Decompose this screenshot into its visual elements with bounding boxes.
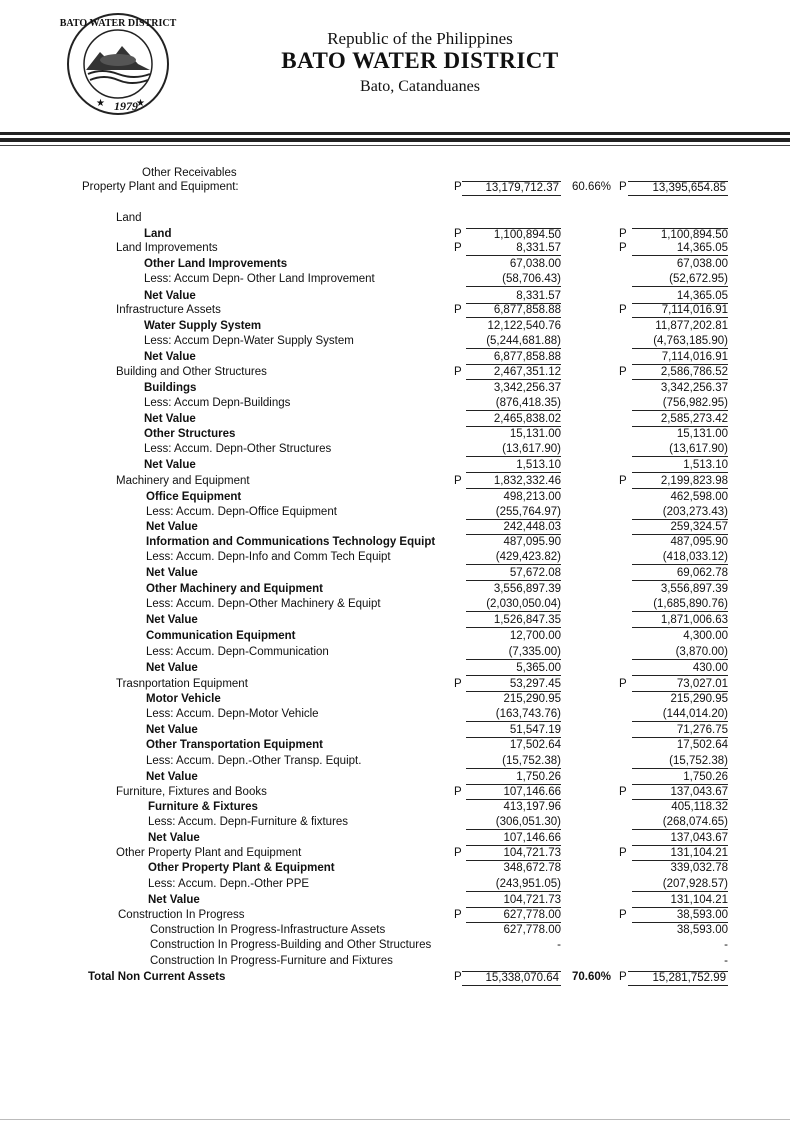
svg-text:★: ★ [136,98,145,109]
amount-prior: 1,100,894.50 [632,228,728,242]
amount-prior: 2,199,823.98 [632,475,728,489]
row-label: Property Plant and Equipment: [82,181,239,193]
peso-symbol: P [454,228,462,240]
amount-current: 15,131.00 [509,428,561,440]
peso-symbol: P [619,242,627,254]
row-label: Trasnportation Equipment [116,678,248,690]
amount-current: 413,197.96 [503,801,561,813]
amount-prior: 4,300.00 [683,630,728,642]
amount-current: 1,526,847.35 [466,614,561,628]
row-label: Land [144,228,172,240]
amount-current: (306,051.30) [466,816,561,830]
amount-current: 348,672.78 [503,862,561,874]
amount-current: 13,179,712.37 [462,181,561,196]
amount-prior: 71,276.75 [632,724,728,738]
row-label: Information and Communications Technology Equipt [146,536,436,548]
amount-prior: (4,763,185.90) [632,335,728,349]
amount-prior: 67,038.00 [676,258,728,270]
amount-current: (876,418.35) [466,397,561,411]
amount-prior: 259,324.57 [632,521,728,535]
row-label: Less: Accum. Depn-Motor Vehicle [146,708,319,720]
amount-prior: 14,365.05 [632,290,728,304]
amount-prior: 7,114,016.91 [632,351,728,365]
amount-current: (255,764.97) [466,506,561,520]
amount-prior: 339,032.78 [670,862,728,874]
row-label: Construction In Progress-Furniture and Fixtures [150,955,393,967]
peso-symbol: P [454,242,462,254]
amount-prior: - [724,939,728,951]
percentage: 60.66% [572,181,612,193]
peso-symbol: P [454,847,462,859]
amount-prior: (52,672.95) [632,273,728,287]
row-label: Less: Accum Depn-Water Supply System [144,335,354,347]
amount-current: 6,877,858.88 [466,304,561,318]
amount-current: (163,743.76) [466,708,561,722]
amount-prior: - [724,955,728,967]
amount-current: 3,556,897.39 [493,583,561,595]
header-location: Bato, Catanduanes [360,78,480,95]
amount-prior: 14,365.05 [632,242,728,256]
row-label: Net Value [146,771,198,783]
amount-prior: (13,617.90) [632,443,728,457]
amount-prior: 1,513.10 [632,459,728,473]
amount-prior: (144,014.20) [632,708,728,722]
peso-symbol: P [454,475,462,487]
amount-prior: 13,395,654.85 [628,181,728,196]
svg-text:BATO WATER DISTRICT: BATO WATER DISTRICT [59,18,177,29]
amount-prior: (1,685,890.76) [632,598,728,612]
row-label: Net Value [146,567,198,579]
row-label: Less: Accum. Depn.-Other PPE [148,878,310,890]
amount-current: 12,700.00 [509,630,561,642]
amount-current: 2,465,838.02 [466,413,561,427]
bato-water-district-seal [59,12,177,116]
amount-prior: 11,877,202.81 [655,320,728,332]
row-label: Office Equipment [146,491,242,503]
amount-prior: 73,027.01 [632,678,728,692]
peso-symbol: P [619,304,627,316]
amount-current: 12,122,540.76 [487,320,561,332]
amount-prior: 215,290.95 [670,693,728,705]
amount-current: 104,721.73 [466,847,561,861]
amount-current: 2,467,351.12 [466,366,561,380]
row-label: Water Supply System [144,320,262,332]
row-label: Furniture, Fixtures and Books [116,786,267,798]
amount-prior: (3,870.00) [632,646,728,660]
amount-current: 107,146.66 [466,786,561,800]
peso-symbol: P [454,366,462,378]
header-district-name: BATO WATER DISTRICT [281,48,559,73]
peso-symbol: P [454,678,462,690]
amount-prior: (15,752.38) [632,755,728,769]
amount-current: 5,365.00 [466,662,561,676]
amount-current: 17,502.64 [509,739,561,751]
amount-prior: (268,074.65) [632,816,728,830]
svg-text:1979: 1979 [114,99,138,113]
row-label: Motor Vehicle [146,693,221,705]
amount-prior: 38,593.00 [676,924,728,936]
row-label: Other Receivables [142,167,237,179]
peso-symbol: P [619,971,627,983]
row-label: Construction In Progress-Infrastructure Assets [150,924,386,936]
peso-symbol: P [619,847,627,859]
row-label: Infrastructure Assets [116,304,221,316]
amount-prior: 131,104.21 [632,847,728,861]
amount-current: (13,617.90) [466,443,561,457]
amount-current: 53,297.45 [466,678,561,692]
amount-current: 107,146.66 [466,832,561,846]
amount-current: 57,672.08 [466,567,561,581]
row-label: Other Property Plant & Equipment [148,862,335,874]
amount-current: 215,290.95 [503,693,561,705]
row-label: Less: Accum. Depn-Other Structures [144,443,332,455]
amount-current: 8,331.57 [466,290,561,304]
amount-prior: 3,342,256.37 [660,382,728,394]
amount-prior: 487,095.90 [670,536,728,548]
row-label: Net Value [148,832,200,844]
amount-prior: 17,502.64 [676,739,728,751]
amount-current: 51,547.19 [466,724,561,738]
amount-prior: (203,273.43) [632,506,728,520]
row-label: Less: Accum Depn- Other Land Improvement [144,273,375,285]
row-label: Machinery and Equipment [116,475,250,487]
amount-prior: 38,593.00 [632,909,728,923]
amount-current: 1,513.10 [466,459,561,473]
amount-current: (243,951.05) [466,878,561,892]
row-label: Other Transportation Equipment [146,739,323,751]
row-label: Net Value [146,614,198,626]
amount-prior: 137,043.67 [632,832,728,846]
peso-symbol: P [454,786,462,798]
row-label: Less: Accum. Depn-Communication [146,646,329,658]
row-label: Total Non Current Assets [88,971,226,983]
row-label: Net Value [148,894,200,906]
row-label: Land Improvements [116,242,218,254]
row-label: Less: Accum. Depn.-Other Transp. Equipt. [146,755,362,767]
amount-prior: 462,598.00 [670,491,728,503]
row-label: Less: Accum Depn-Buildings [144,397,291,409]
amount-prior: 3,556,897.39 [660,583,728,595]
amount-current: 8,331.57 [466,242,561,256]
row-label: Construction In Progress-Building and Other Structures [150,939,432,951]
amount-current: 498,213.00 [503,491,561,503]
amount-current: (58,706.43) [466,273,561,287]
amount-prior: 137,043.67 [632,786,728,800]
header-rule [0,145,790,146]
amount-current: (15,752.38) [466,755,561,769]
header-rule [0,132,790,135]
row-label: Construction In Progress [118,909,245,921]
header-rule [0,138,790,142]
peso-symbol: P [619,366,627,378]
row-label: Less: Accum. Depn-Other Machinery & Equipt [146,598,381,610]
header-republic: Republic of the Philippines [327,29,513,48]
amount-prior: 1,750.26 [632,771,728,785]
amount-current: 6,877,858.88 [466,351,561,365]
svg-text:★: ★ [96,98,105,109]
row-label: Net Value [146,724,198,736]
amount-current: 104,721.73 [466,894,561,908]
amount-prior: 430.00 [632,662,728,676]
row-label: Other Land Improvements [144,258,288,270]
row-label: Net Value [146,662,198,674]
peso-symbol: P [454,971,462,983]
row-label: Buildings [144,382,197,394]
amount-prior: (756,982.95) [632,397,728,411]
peso-symbol: P [619,475,627,487]
amount-current: 1,750.26 [466,771,561,785]
amount-prior: 131,104.21 [632,894,728,908]
row-label: Net Value [144,290,196,302]
peso-symbol: P [619,786,627,798]
amount-current: (429,423.82) [466,551,561,565]
row-label: Building and Other Structures [116,366,267,378]
peso-symbol: P [454,181,462,193]
peso-symbol: P [619,228,627,240]
amount-prior: (207,928.57) [632,878,728,892]
amount-prior: 1,871,006.63 [632,614,728,628]
row-label: Land [116,212,142,224]
amount-current: 15,338,070.64 [462,971,561,986]
amount-current: 67,038.00 [509,258,561,270]
row-label: Less: Accum. Depn-Furniture & fixtures [148,816,349,828]
row-label: Communication Equipment [146,630,296,642]
amount-current: 487,095.90 [503,536,561,548]
amount-current: 3,342,256.37 [493,382,561,394]
peso-symbol: P [619,181,627,193]
amount-current: - [557,939,561,951]
amount-current: 242,448.03 [466,521,561,535]
percentage: 70.60% [572,971,612,983]
row-label: Furniture & Fixtures [148,801,258,813]
row-label: Other Structures [144,428,236,440]
peso-symbol: P [454,304,462,316]
amount-prior: 69,062.78 [632,567,728,581]
amount-prior: 7,114,016.91 [632,304,728,318]
amount-prior: 2,586,786.52 [632,366,728,380]
row-label: Net Value [144,351,196,363]
peso-symbol: P [619,678,627,690]
amount-prior: 405,118.32 [671,801,728,813]
row-label: Less: Accum. Depn-Info and Comm Tech Equipt [146,551,391,563]
footer-rule [0,1119,790,1120]
amount-current: (2,030,050.04) [466,598,561,612]
amount-prior: 15,131.00 [676,428,728,440]
amount-current: 1,100,894.50 [466,228,561,242]
row-label: Other Machinery and Equipment [146,583,323,595]
row-label: Net Value [144,459,196,471]
amount-prior: 2,585,273.42 [632,413,728,427]
amount-current: (7,335.00) [466,646,561,660]
row-label: Other Property Plant and Equipment [116,847,302,859]
amount-current: (5,244,681.88) [466,335,561,349]
peso-symbol: P [454,909,462,921]
row-label: Net Value [144,413,196,425]
row-label: Net Value [146,521,198,533]
amount-current: 627,778.00 [466,909,561,923]
amount-prior: (418,033.12) [632,551,728,565]
amount-prior: 15,281,752.99 [628,971,728,986]
amount-current: 1,832,332.46 [466,475,561,489]
row-label: Less: Accum. Depn-Office Equipment [146,506,337,518]
peso-symbol: P [619,909,627,921]
amount-current: 627,778.00 [503,924,561,936]
